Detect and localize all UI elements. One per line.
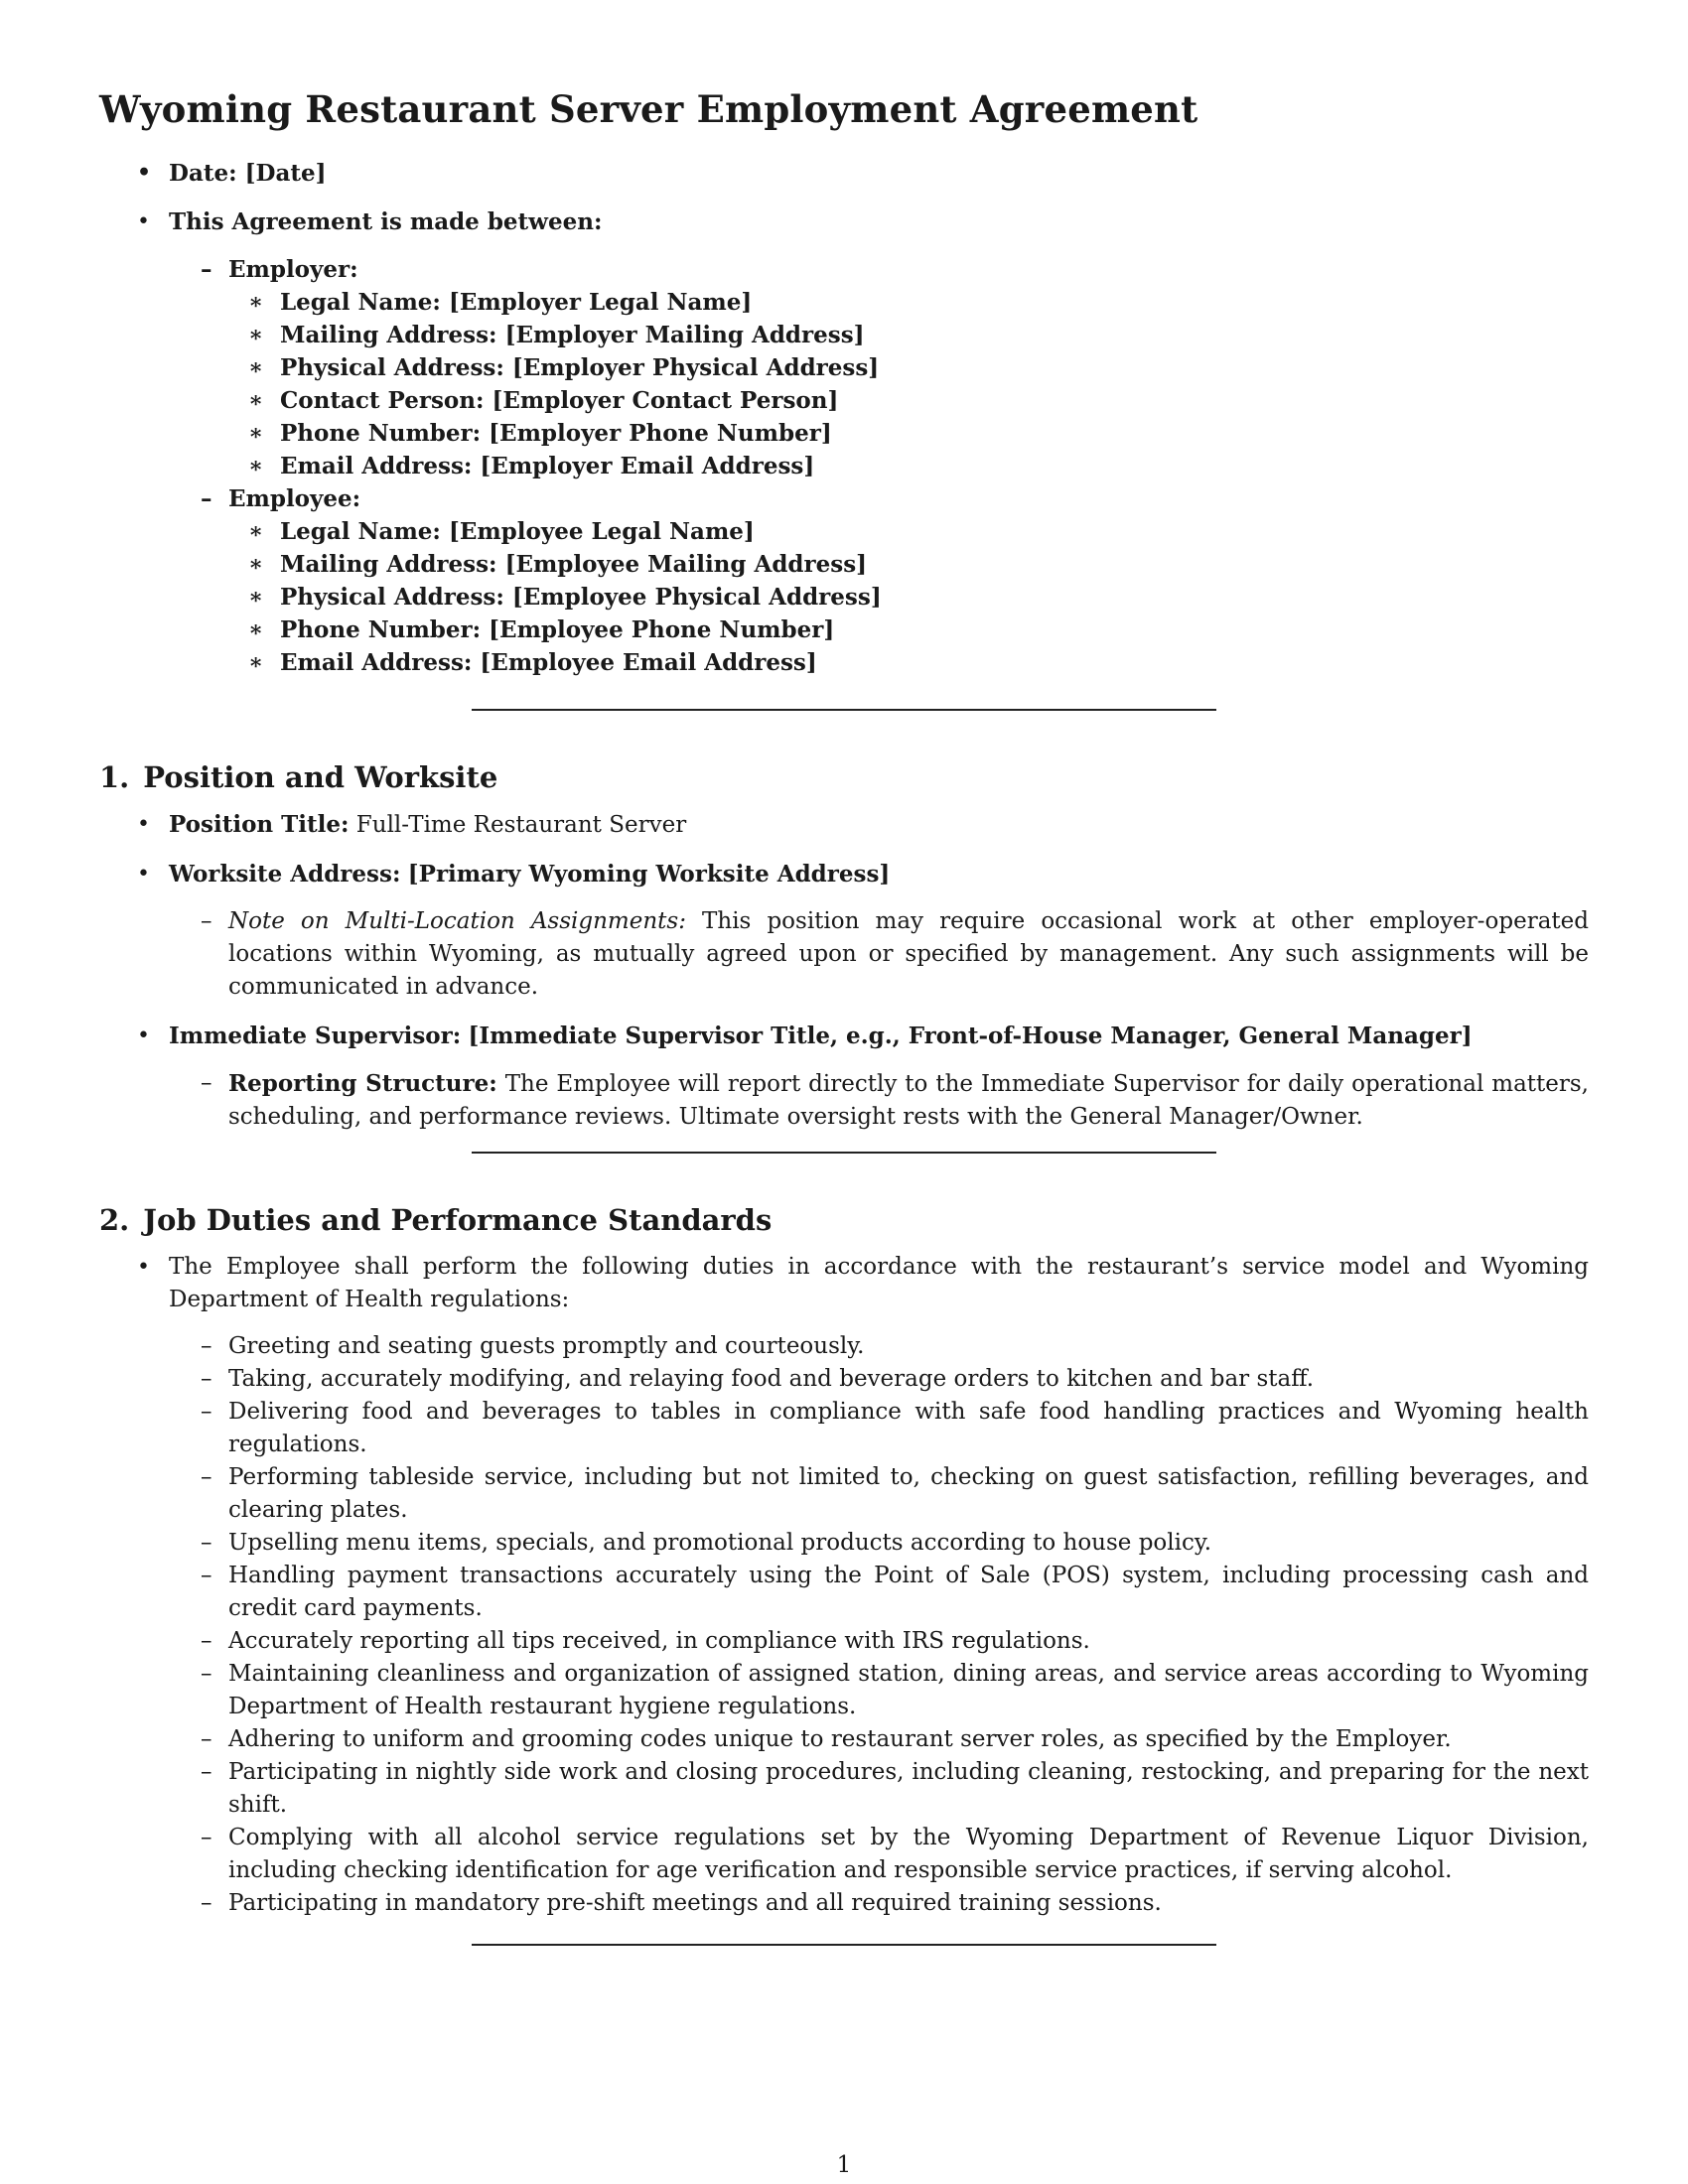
- section-2: [99, 1203, 1589, 1920]
- date-item: [99, 157, 1589, 190]
- section-2-list: [99, 1251, 1589, 1920]
- multi-location-note: – Note on Multi-Location Assignments: This position may require occasional work at other employer-operated locations within Wyoming, as mutually agreed upon or specified by management. Any such assignments will be communicated in advance.: [169, 905, 1589, 1004]
- duty-item: – Adhering to uniform and grooming codes unique to restaurant server roles, as specified by the Employer.: [169, 1723, 1589, 1756]
- supervisor-item: • Immediate Supervisor: [Immediate Supervisor Title, e.g., Front-of-House Manager, General Manager] – Reporting Structure: The Employee will report directly to the Immediate Supervisor for daily operational matters, scheduling, and performance reviews. Ultimate oversight rests with the General Manager/Owner.: [99, 1020, 1589, 1134]
- party-list: [169, 253, 1589, 679]
- employee-field: ∗ Phone Number: [Employee Phone Number]: [228, 614, 1589, 646]
- employer-fields: [228, 286, 1589, 482]
- employee-label: Employee:: [228, 485, 361, 512]
- duty-item: – Greeting and seating guests promptly and courteously.: [169, 1330, 1589, 1363]
- employer-field: ∗ Physical Address: [Employer Physical Address]: [228, 351, 1589, 384]
- employee-party: [169, 482, 1589, 679]
- employee-field: ∗ Email Address: [Employee Email Address]: [228, 646, 1589, 679]
- duty-item: – Taking, accurately modifying, and relaying food and beverage orders to kitchen and bar staff.: [169, 1363, 1589, 1396]
- section-1-heading: 1. Position and Worksite: [99, 760, 498, 794]
- employer-label: Employer:: [228, 256, 358, 283]
- duty-item: – Maintaining cleanliness and organization of assigned station, dining areas, and service areas according to Wyoming Department of Health restaurant hygiene regulations.: [169, 1658, 1589, 1723]
- parties-list: [99, 157, 1589, 679]
- duty-item: – Accurately reporting all tips received, in compliance with IRS regulations.: [169, 1625, 1589, 1658]
- employee-field: ∗ Mailing Address: [Employee Mailing Address]: [228, 548, 1589, 581]
- duty-item: – Performing tableside service, including but not limited to, checking on guest satisfaction, refilling beverages, and clearing plates.: [169, 1461, 1589, 1527]
- worksite-sublist: [169, 905, 1589, 1004]
- section-1-list: [99, 808, 1589, 1134]
- employee-field: ∗ Legal Name: [Employee Legal Name]: [228, 515, 1589, 548]
- section-1: [99, 760, 1589, 1134]
- employer-field: ∗ Contact Person: [Employer Contact Person]: [228, 384, 1589, 417]
- supervisor-sublist: [169, 1067, 1589, 1134]
- employer-field: ∗ Phone Number: [Employer Phone Number]: [228, 417, 1589, 450]
- reporting-structure: – Reporting Structure: The Employee will report directly to the Immediate Supervisor for daily operational matters, scheduling, and performance reviews. Ultimate oversight rests with the General Manager/Owner.: [169, 1067, 1589, 1134]
- duty-item: – Participating in mandatory pre-shift meetings and all required training sessions.: [169, 1887, 1589, 1920]
- page-title: Wyoming Restaurant Server Employment Agreement: [99, 87, 1198, 131]
- section-divider: [472, 1152, 1216, 1154]
- between-item: [99, 205, 1589, 679]
- employer-field: ∗ Mailing Address: [Employer Mailing Address]: [228, 319, 1589, 351]
- worksite-item: • Worksite Address: [Primary Wyoming Worksite Address] – Note on Multi-Location Assignments: This position may require occasional work at other employer-operated locations within Wyoming, as mutually agreed upon or specified by management. Any such assignments will be communicated in advance.: [99, 858, 1589, 1004]
- section-2-heading: 2. Job Duties and Performance Standards: [99, 1203, 773, 1237]
- page-number: 1: [836, 2152, 852, 2178]
- employer-party: [169, 253, 1589, 482]
- section-divider: [472, 1944, 1216, 1946]
- duties-intro: • The Employee shall perform the following duties in accordance with the restaurant’s service model and Wyoming Department of Health regulations: – Greeting and seating guests promptly and courteously. – Taking, accurately modifying, and relaying food and beverage orders to kitchen and bar staff. – Delivering food and beverages to tables in compliance with safe food handling practices and Wyoming health regulations. – Performing tableside service, including but not limited to, checking on guest satisfaction, refilling beverages, and clearing plates. – Upselling menu items, specials, and promotional products according to house policy. – Handling payment transactions accurately using the Point of Sale (POS) system, including processing cash and credit card payments. – Accurately reporting all tips received, in compliance with IRS regulations. – Maintaining cleanliness and organization of assigned station, dining areas, and service areas according to Wyoming Department of Health restaurant hygiene regulations. – Adhering to uniform and grooming codes unique to restaurant server roles, as specified by the Employer. – Participating in nightly side work and closing procedures, including cleaning, restocking, and preparing for the next shift. – Complying with all alcohol service regulations set by the Wyoming Department of Revenue Liquor Division, including checking identification for age verification and responsible service practices, if serving alcohol. – Participating in mandatory pre-shift meetings and all required training sessions.: [99, 1251, 1589, 1920]
- employee-field: ∗ Physical Address: [Employee Physical Address]: [228, 581, 1589, 614]
- duty-item: – Participating in nightly side work and closing procedures, including cleaning, restocking, and preparing for the next shift.: [169, 1756, 1589, 1822]
- duty-item: – Handling payment transactions accurately using the Point of Sale (POS) system, including processing cash and credit card payments.: [169, 1560, 1589, 1625]
- duty-item: – Delivering food and beverages to tables in compliance with safe food handling practices and Wyoming health regulations.: [169, 1396, 1589, 1461]
- date-label: Date:: [169, 160, 237, 187]
- employer-field: ∗ Email Address: [Employer Email Address]: [228, 450, 1589, 482]
- employee-fields: [228, 515, 1589, 679]
- duty-item: – Upselling menu items, specials, and promotional products according to house policy.: [169, 1527, 1589, 1560]
- position-item: • Position Title: Full-Time Restaurant Server: [99, 808, 1589, 842]
- document-page: [99, 87, 1589, 1946]
- between-label: This Agreement is made between:: [169, 208, 603, 235]
- duty-item: – Complying with all alcohol service regulations set by the Wyoming Department of Revenue Liquor Division, including checking identification for age verification and responsible service practices, if serving alcohol.: [169, 1822, 1589, 1887]
- section-divider: [472, 709, 1216, 711]
- employer-field: ∗ Legal Name: [Employer Legal Name]: [228, 286, 1589, 319]
- duties-list: [169, 1330, 1589, 1920]
- date-value: [Date]: [244, 160, 327, 187]
